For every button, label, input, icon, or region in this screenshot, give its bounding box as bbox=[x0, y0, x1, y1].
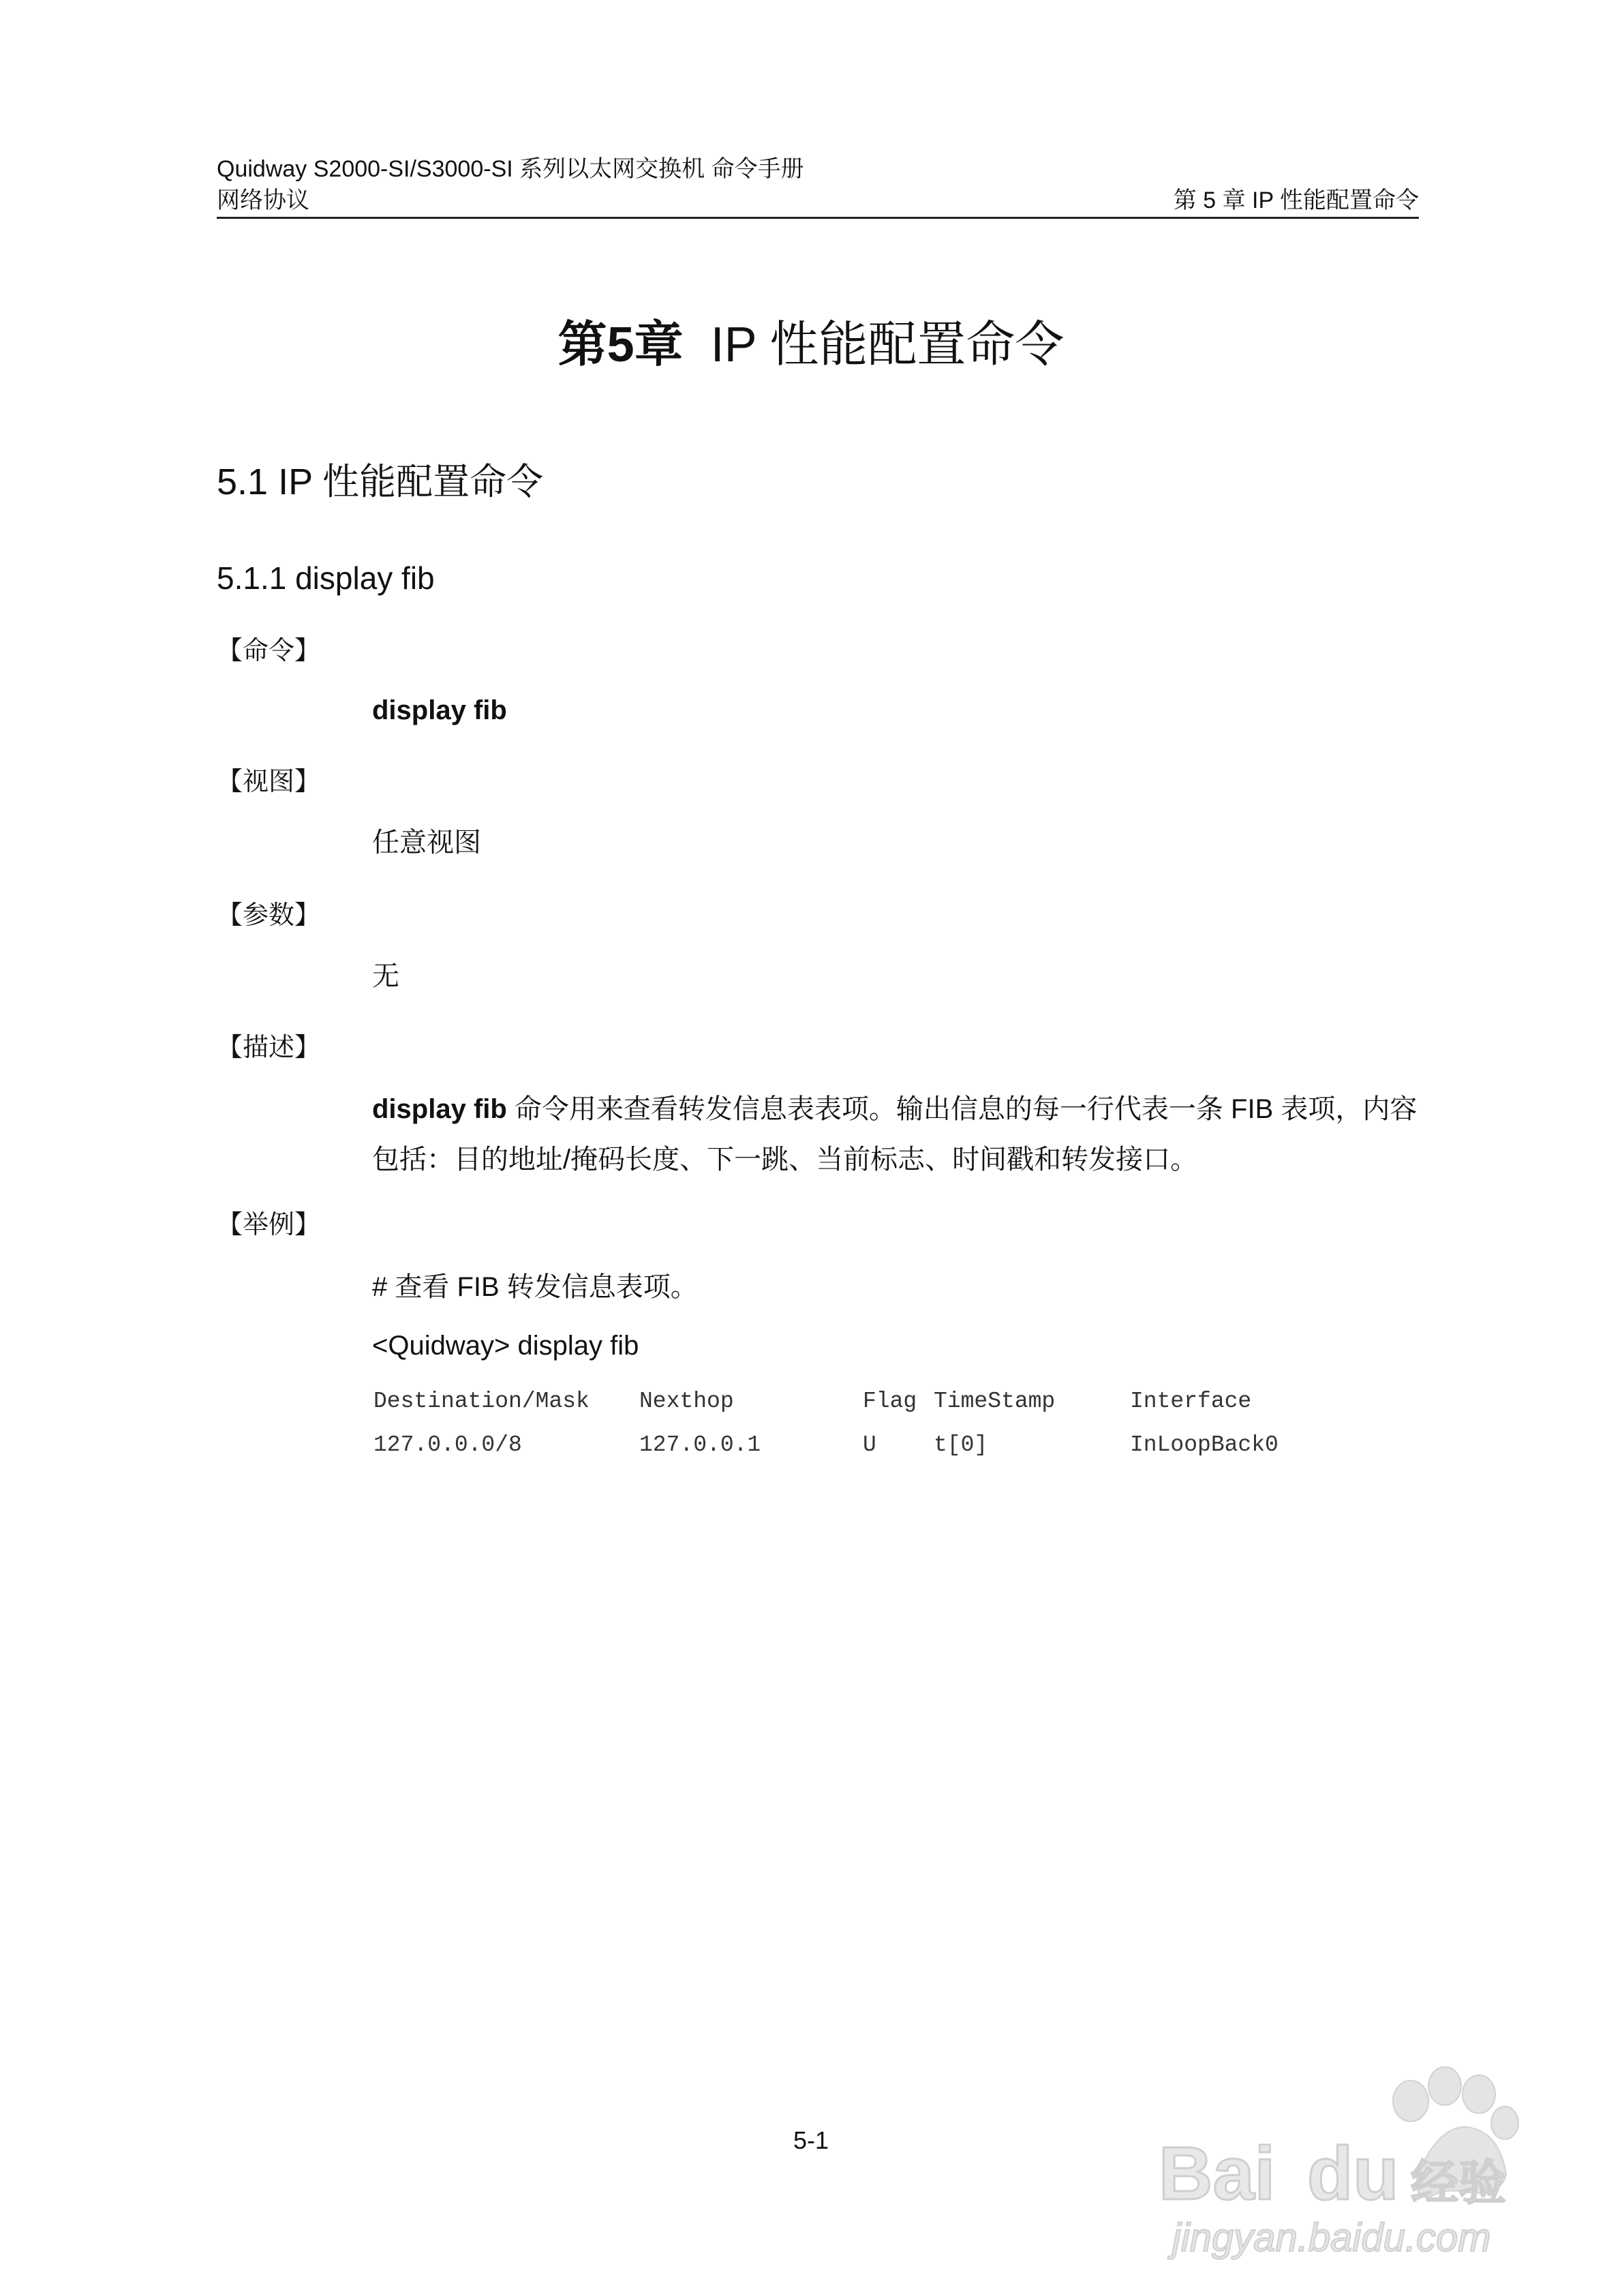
table-header-flag: Flag bbox=[863, 1389, 917, 1414]
svg-text:Bai: Bai bbox=[1159, 2132, 1276, 2216]
label-description: 【描述】 bbox=[217, 1033, 321, 1062]
label-command: 【命令】 bbox=[217, 637, 321, 665]
header-rule bbox=[217, 217, 1419, 219]
running-header-title: Quidway S2000-SI/S3000-SI 系列以太网交换机 命令手册 bbox=[217, 156, 804, 182]
baidu-jingyan-watermark-logo bbox=[1145, 2038, 1527, 2270]
table-cell-nexthop: 127.0.0.1 bbox=[639, 1432, 761, 1457]
subsection-heading: 5.1.1 display fib bbox=[217, 560, 435, 596]
chapter-title-text: IP 性能配置命令 bbox=[710, 318, 1065, 372]
page-number: 5-1 bbox=[793, 2126, 829, 2154]
params-text: 无 bbox=[372, 961, 399, 991]
description-text: 命令用来查看转发信息表表项。输出信息的每一行代表一条 FIB 表项，内容包括：目的地址/掩码长度、下一跳、当前标志、时间戳和转发接口。 bbox=[372, 1094, 1418, 1175]
table-cell-timestamp: t[0] bbox=[934, 1432, 988, 1457]
svg-text:经验: 经验 bbox=[1411, 2155, 1506, 2211]
table-header-timestamp: TimeStamp bbox=[934, 1389, 1056, 1414]
label-params: 【参数】 bbox=[217, 901, 321, 930]
svg-text:du: du bbox=[1307, 2132, 1399, 2216]
table-cell-destination: 127.0.0.0/8 bbox=[373, 1432, 522, 1457]
view-text: 任意视图 bbox=[372, 828, 481, 858]
running-header-section: 网络协议 bbox=[217, 187, 309, 213]
description-command: display fib bbox=[372, 1094, 507, 1124]
description-paragraph bbox=[372, 1084, 1422, 1185]
label-example: 【举例】 bbox=[217, 1211, 321, 1239]
table-cell-flag: U bbox=[863, 1432, 876, 1457]
label-view: 【视图】 bbox=[217, 768, 321, 796]
running-header-chapter: 第 5 章 IP 性能配置命令 bbox=[1173, 187, 1419, 213]
chapter-title bbox=[0, 311, 1622, 379]
example-comment: # 查看 FIB 转发信息表项。 bbox=[372, 1272, 698, 1302]
table-header-interface: Interface bbox=[1130, 1389, 1252, 1414]
chapter-number: 第5章 bbox=[557, 318, 684, 372]
example-prompt: <Quidway> display fib bbox=[372, 1331, 639, 1361]
table-header-destination: Destination/Mask bbox=[373, 1389, 590, 1414]
command-syntax: display fib bbox=[372, 695, 507, 725]
section-heading: 5.1 IP 性能配置命令 bbox=[217, 462, 544, 502]
svg-text:jingyan.baidu.com: jingyan.baidu.com bbox=[1172, 2216, 1491, 2260]
table-header-nexthop: Nexthop bbox=[639, 1389, 734, 1414]
table-cell-interface: InLoopBack0 bbox=[1130, 1432, 1279, 1457]
